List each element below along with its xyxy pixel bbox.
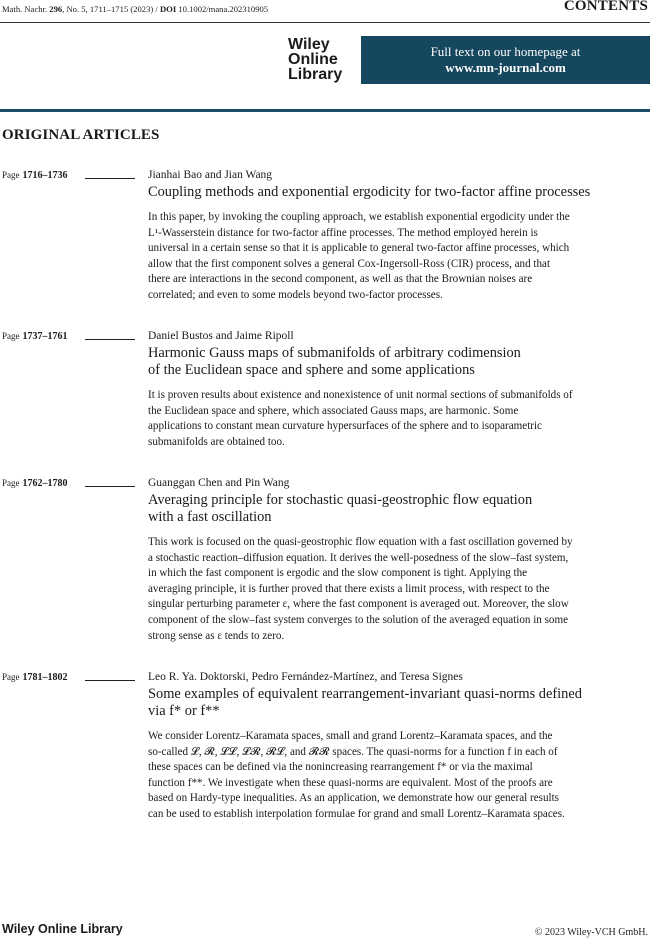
abstract-line: these spaces can be defined via the nonincreasing rearrangement f* or via the maximal (148, 761, 533, 774)
abstract-line: so-called 𝓛, 𝓡, 𝓛𝓛, 𝓛𝓡, 𝓡𝓛, and 𝓡𝓡 spaces. The quasi-norms for a function f in each of (148, 745, 558, 758)
leader-line (85, 178, 135, 179)
article-body (148, 476, 640, 644)
homepage-promo-box (361, 36, 650, 84)
abstract-line: averaging principle, it is further proved that there exists a limit process, with respect to the (148, 582, 550, 595)
journal-name: Math. Nachr. (2, 4, 48, 14)
page-label: Page (2, 478, 20, 488)
leader-line (85, 680, 135, 681)
abstract-line: can be used to establish interpolation formulae for grand and small Lorentz–Karamata spaces. (148, 807, 565, 820)
title-line: of the Euclidean space and sphere and some applications (148, 362, 475, 378)
article-abstract (148, 388, 640, 450)
wiley-online-library-logo[interactable] (288, 37, 352, 82)
title-line: via f* or f** (148, 703, 220, 719)
leader-line (85, 339, 135, 340)
doi-link[interactable]: 10.1002/mana.202310905 (176, 4, 269, 14)
abstract-line: strong sense as ε tends to zero. (148, 629, 285, 642)
abstract-line: based on Hardy-type inequalities. As an application, we demonstrate how our general results (148, 792, 559, 805)
abstract-line: a stochastic reaction–diffusion equation. It derives the well-posedness of the slow–fast system, (148, 551, 569, 564)
logo-line-3: Library (288, 66, 343, 83)
page-reference (2, 478, 68, 489)
article-title[interactable] (148, 492, 640, 526)
logo-line-1: Wiley (288, 36, 330, 53)
article-abstract (148, 535, 640, 644)
journal-reference (2, 4, 268, 14)
logo-line-2: Online (288, 51, 338, 68)
footer-wiley-logo[interactable]: Wiley Online Library (2, 922, 123, 936)
abstract-line: universal in a certain sense so that it is applicable to general two-factor affine processes, which (148, 242, 570, 255)
abstract-line: allow that the first component solves a general Cox-Ingersoll-Ross (CIR) process, and that (148, 257, 551, 270)
abstract-line: We consider Lorentz–Karamata spaces, small and grand Lorentz–Karamata spaces, and the (148, 730, 553, 742)
page-label: Page (2, 672, 20, 682)
page-reference (2, 170, 68, 181)
page-reference (2, 331, 68, 342)
article-title[interactable] (148, 184, 640, 201)
abstract-line: component of the slow–fast system converges to the solution of the averaged equation in some (148, 613, 569, 626)
article-authors: Jianhai Bao and Jian Wang (148, 169, 273, 181)
leader-line (85, 486, 135, 487)
abstract-line: there are interactions in the second component, as well as that the Brownian noises are (148, 273, 533, 286)
page-range[interactable]: 1781–1802 (22, 672, 68, 683)
abstract-line: This work is focused on the quasi-geostrophic flow equation with a fast oscillation governed by (148, 536, 573, 548)
page-reference (2, 672, 68, 683)
article-title[interactable] (148, 686, 640, 720)
abstract-line: function f**. We investigate when these quasi-norms are equivalent. Most of the proofs are (148, 776, 553, 789)
running-header (0, 0, 650, 20)
title-line: Coupling methods and exponential ergodicity for two-factor affine processes (148, 184, 591, 200)
homepage-link[interactable]: www.mn-journal.com (445, 60, 566, 75)
page-label: Page (2, 331, 20, 341)
page-label: Page (2, 170, 20, 180)
journal-volume: 296 (49, 4, 63, 14)
abstract-line: in which the fast component is ergodic and the slow component is tight. Applying the (148, 567, 528, 580)
abstract-line: singular perturbing parameter ε, where the fast component is averaged out. Moreover, the slow (148, 598, 569, 611)
page-range[interactable]: 1762–1780 (22, 478, 68, 489)
article-body (148, 670, 640, 823)
promo-text: Full text on our homepage at (430, 44, 581, 59)
article-abstract (148, 729, 640, 823)
doi-label: DOI (159, 4, 177, 14)
title-line: with a fast oscillation (148, 509, 272, 525)
article-authors: Daniel Bustos and Jaime Ripoll (148, 330, 294, 342)
section-heading: ORIGINAL ARTICLES (2, 127, 160, 143)
article-body (148, 329, 640, 450)
section-divider (0, 109, 650, 112)
title-line: Averaging principle for stochastic quasi-geostrophic flow equation (148, 492, 533, 508)
page-range[interactable]: 1737–1761 (22, 331, 68, 342)
article-authors: Guanggan Chen and Pin Wang (148, 477, 290, 489)
article-abstract (148, 210, 640, 304)
issue-pages: , No. 5, 1711–1715 (2023) / (62, 4, 160, 14)
title-line: Harmonic Gauss maps of submanifolds of arbitrary codimension (148, 345, 521, 361)
abstract-line: L¹-Wasserstein distance for two-factor affine processes. The method employed herein is (148, 226, 538, 239)
abstract-line: correlated; and even to some models beyond two-factor processes. (148, 288, 443, 301)
article-authors: Leo R. Ya. Doktorski, Pedro Fernández-Martínez, and Teresa Signes (148, 671, 463, 683)
abstract-line: applications to constant mean curvature hypersurfaces of the sphere and to isoparametric (148, 420, 542, 433)
contents-title: CONTENTS (563, 0, 648, 14)
abstract-line: It is proven results about existence and nonexistence of unit normal sections of submanifolds of (148, 389, 573, 401)
header-rule (0, 22, 650, 23)
copyright-notice: © 2023 Wiley-VCH GmbH. (534, 927, 648, 938)
abstract-line: In this paper, by invoking the coupling approach, we establish exponential ergodicity under the (148, 211, 570, 223)
article-body (148, 168, 640, 304)
abstract-line: submanifolds are obtained too. (148, 435, 285, 448)
abstract-line: the Euclidean space and sphere, which associated Gauss maps, are harmonic. Some (148, 404, 519, 417)
page-range[interactable]: 1716–1736 (22, 170, 68, 181)
article-title[interactable] (148, 345, 640, 379)
title-line: Some examples of equivalent rearrangement-invariant quasi-norms defined (148, 686, 582, 702)
